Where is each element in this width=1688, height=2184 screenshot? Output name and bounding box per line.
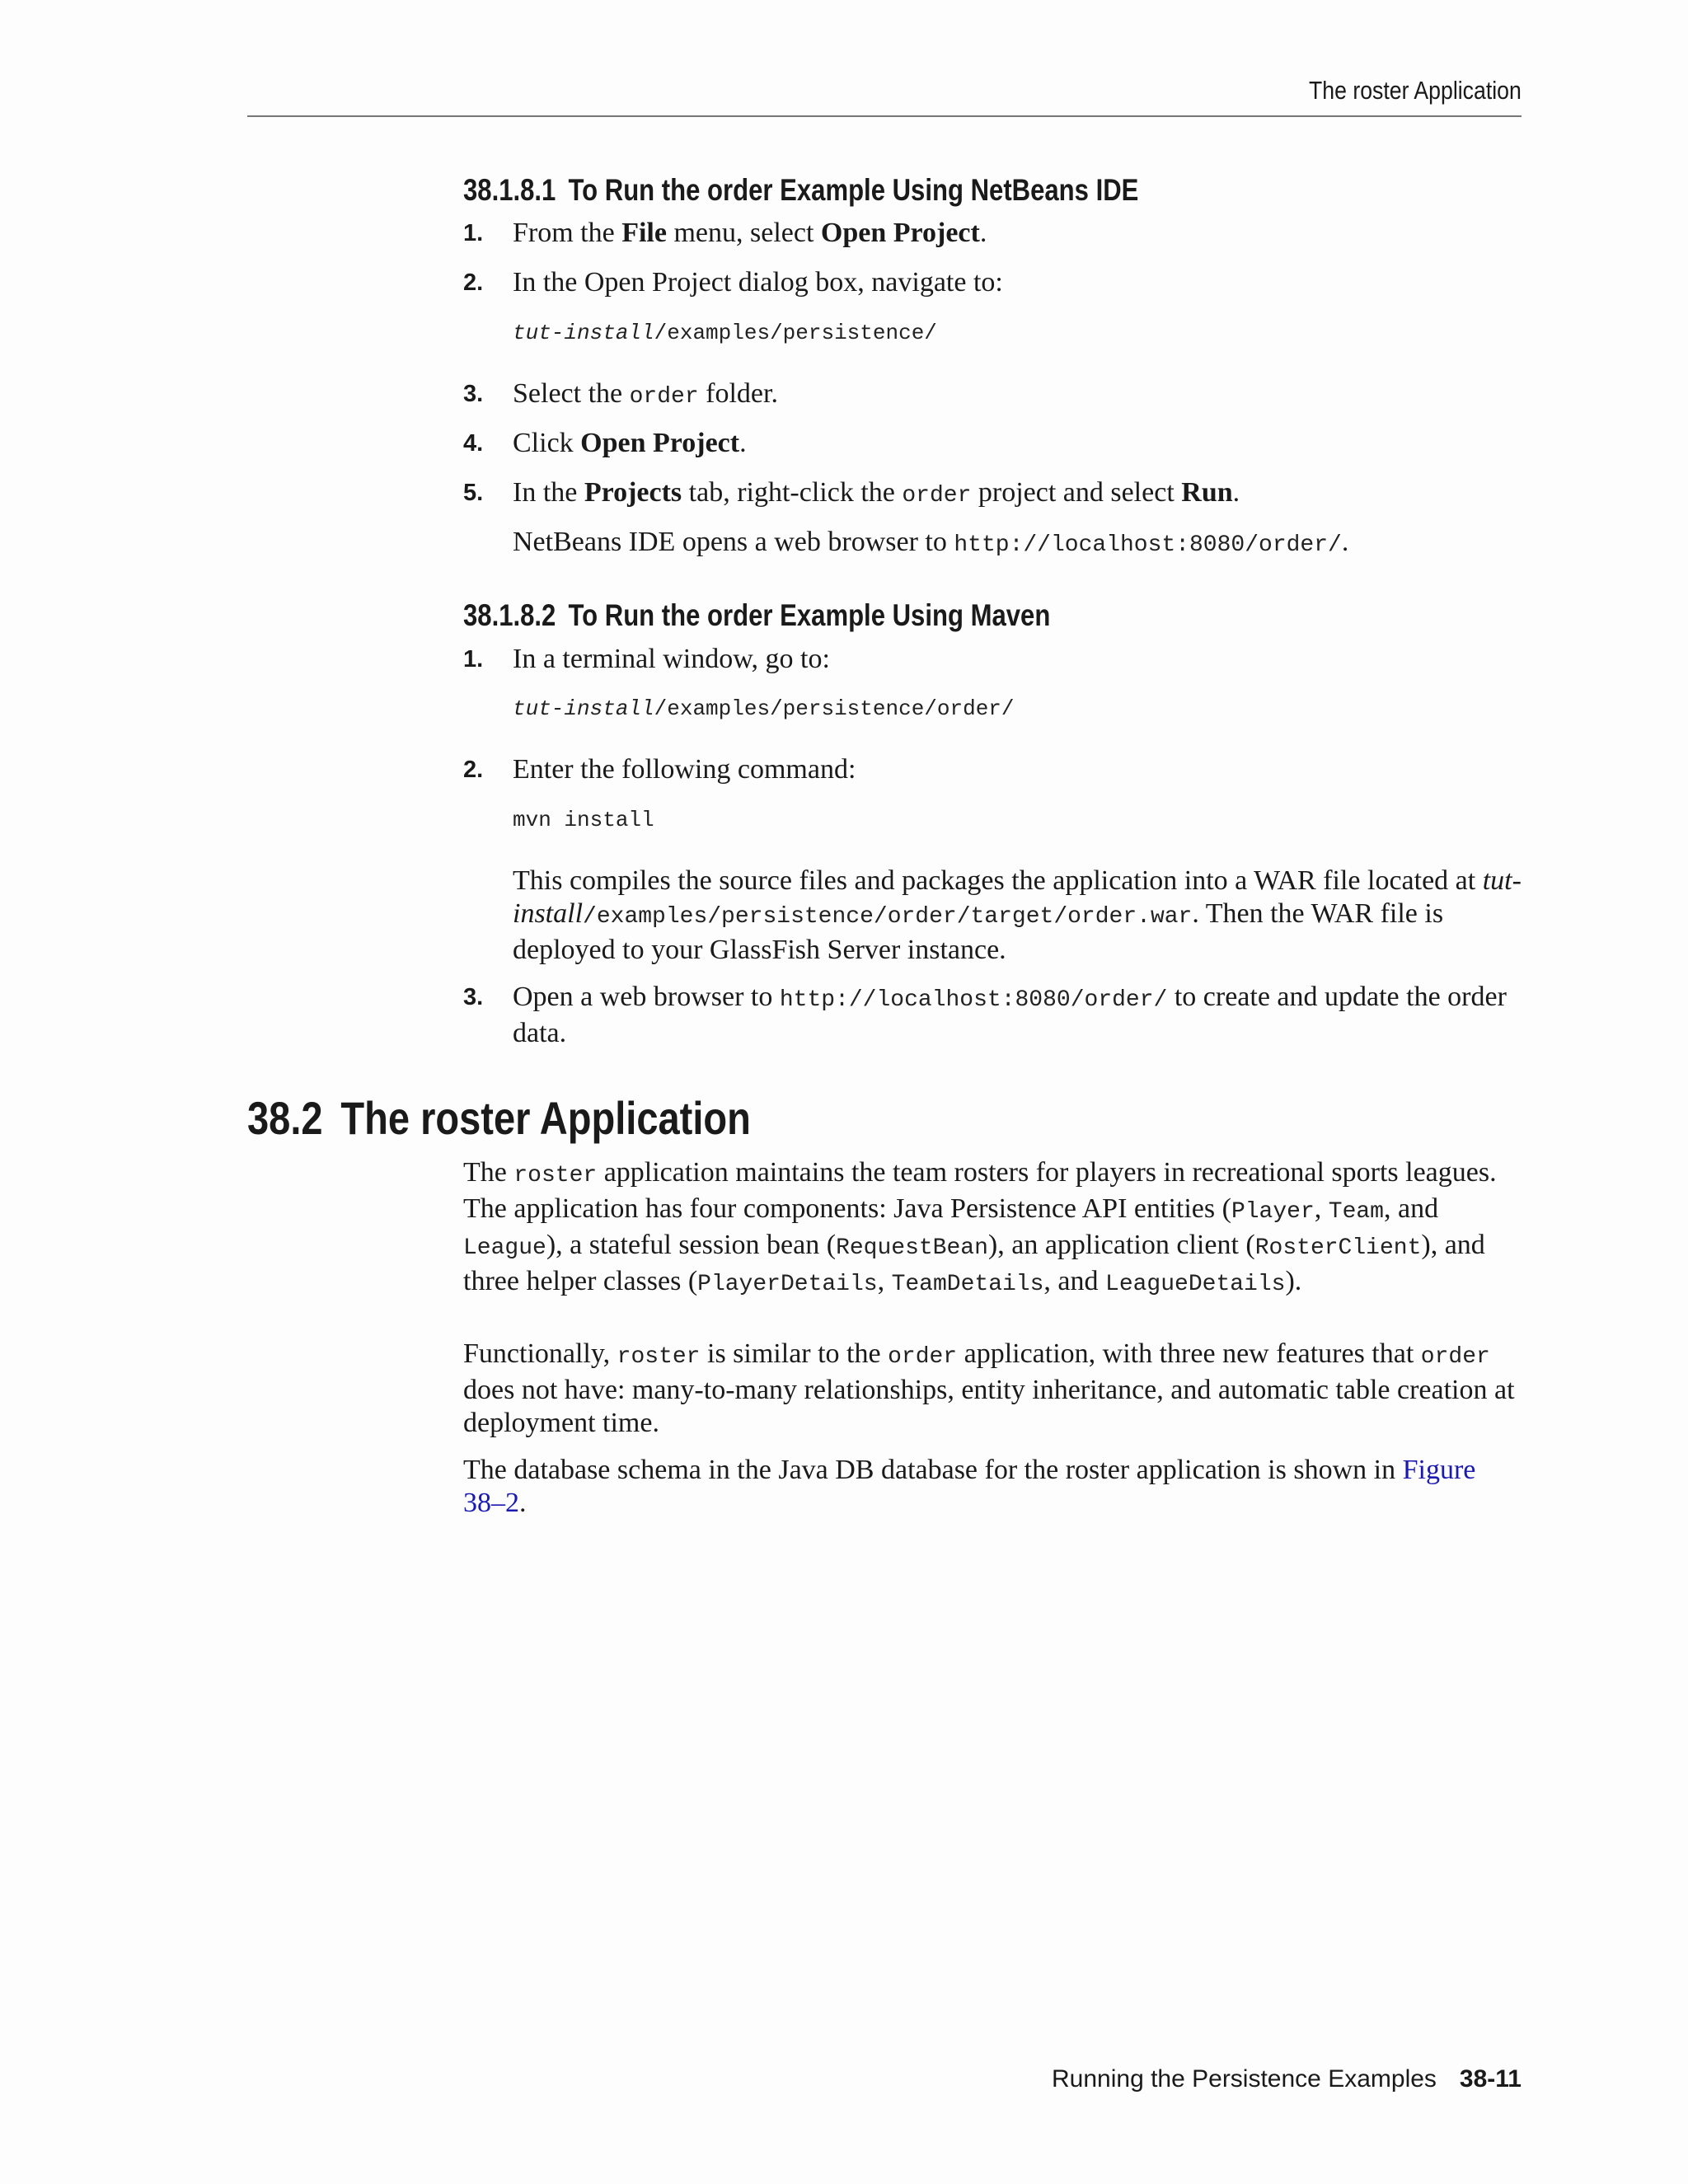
step-text: In a terminal window, go to: xyxy=(513,644,830,674)
step-text: Open a web browser to xyxy=(513,982,780,1012)
step-text: Enter the following command: xyxy=(513,754,856,785)
section-number: 38.1.8.1 xyxy=(463,173,556,207)
note-text: . xyxy=(1341,527,1349,557)
code-path xyxy=(513,320,937,346)
button-name-open-project: Open Project xyxy=(580,428,740,458)
step-text: tab, right-click the xyxy=(682,477,903,508)
menu-item-open-project: Open Project xyxy=(820,218,980,248)
list-item xyxy=(463,643,1523,676)
step-text: to create and update the order data. xyxy=(513,982,1507,1048)
path-placeholder: tut-install xyxy=(513,321,654,345)
step-text: . xyxy=(1232,477,1240,508)
inline-code: Team xyxy=(1328,1199,1384,1225)
inline-code: roster xyxy=(513,1163,598,1188)
note-text: . Then the WAR file is deployed to your GlassFish Server instance. xyxy=(513,898,1444,965)
list-item xyxy=(463,377,1523,414)
section-title: To Run the order Example Using NetBeans IDE xyxy=(568,173,1139,207)
page-number: 38-11 xyxy=(1459,2065,1522,2093)
list-item xyxy=(463,266,1523,299)
step-number: 1. xyxy=(463,646,484,673)
roster-paragraph-3: The database schema in the Java DB database for the roster application is shown in Figure 38–2. xyxy=(463,1455,1476,1518)
inline-code: order xyxy=(1420,1344,1490,1370)
header-rule xyxy=(247,115,1522,117)
roster-section-heading xyxy=(247,1091,751,1145)
list-item xyxy=(463,217,1523,250)
note-text: NetBeans IDE opens a web browser to xyxy=(513,527,954,557)
inline-code: TeamDetails xyxy=(891,1272,1044,1297)
section-number: 38.2 xyxy=(247,1092,323,1144)
menu-name-file: File xyxy=(621,218,667,248)
code-path xyxy=(513,696,1015,722)
inline-code: RequestBean xyxy=(836,1235,988,1261)
step-number: 2. xyxy=(463,269,484,296)
browser-note xyxy=(513,526,1523,562)
step-text: In the Open Project dialog box, navigate to: xyxy=(513,267,1003,298)
step-number: 4. xyxy=(463,430,484,457)
step-text: . xyxy=(979,218,987,248)
step-text: From the xyxy=(513,218,622,248)
section-title: The roster Application xyxy=(340,1092,751,1144)
step-text: Select the xyxy=(513,378,630,409)
path-placeholder: tut-install xyxy=(513,865,1522,929)
section-number: 38.1.8.2 xyxy=(463,598,556,632)
inline-url: http://localhost:8080/order/ xyxy=(954,532,1342,558)
note-text: This compiles the source files and packages the application into a WAR file located at xyxy=(513,865,1483,896)
inline-code: League xyxy=(463,1235,546,1261)
inline-code: order xyxy=(902,483,972,509)
path-placeholder: tut-install xyxy=(513,696,654,721)
inline-code: order xyxy=(888,1344,958,1370)
tab-name-projects: Projects xyxy=(584,477,682,508)
inline-code: Player xyxy=(1231,1199,1315,1225)
step-number: 3. xyxy=(463,381,484,407)
step-number: 3. xyxy=(463,984,484,1010)
inline-code: order xyxy=(629,384,699,410)
step-number: 5. xyxy=(463,480,484,506)
list-item xyxy=(463,981,1523,1050)
step-text: menu, select xyxy=(666,218,821,248)
inline-url: http://localhost:8080/order/ xyxy=(779,987,1168,1013)
step-text: In the xyxy=(513,477,584,508)
inline-code: RosterClient xyxy=(1254,1235,1422,1261)
footer-chapter-title: Running the Persistence Examples xyxy=(1052,2065,1437,2093)
figure-link[interactable]: Figure 38–2 xyxy=(463,1455,1476,1518)
step-text: Click xyxy=(513,428,581,458)
page-footer xyxy=(1052,2065,1522,2093)
inline-code: /examples/persistence/order/target/order.war xyxy=(583,904,1193,930)
step-number: 2. xyxy=(463,757,484,783)
list-item xyxy=(463,476,1523,513)
path-rest: /examples/persistence/order/ xyxy=(654,696,1015,721)
step-text: project and select xyxy=(971,477,1182,508)
section-title: To Run the order Example Using Maven xyxy=(568,598,1051,632)
compile-note xyxy=(513,865,1523,967)
list-item xyxy=(463,427,1523,460)
step-text: . xyxy=(739,428,747,458)
maven-section-heading xyxy=(463,598,1050,633)
inline-code: LeagueDetails xyxy=(1105,1272,1286,1297)
roster-paragraph-1: The roster application maintains the team rosters for players in recreational sports leagues. The application has four components: Java Persistence API entities (Player, Team, and League), a stateful session bean (RequestBean), an application client (RosterClient), and three helper classes (PlayerDetails, TeamDetails, and LeagueDetails). xyxy=(463,1157,1497,1297)
netbeans-section-heading xyxy=(463,173,1138,208)
inline-code: roster xyxy=(617,1344,701,1370)
menu-item-run: Run xyxy=(1181,477,1233,508)
step-text: folder. xyxy=(698,378,778,409)
inline-code: PlayerDetails xyxy=(697,1272,878,1297)
roster-paragraph-2: Functionally, roster is similar to the order application, with three new features that order does not have: many-to-many relationships, entity inheritance, and automatic table creation at deployment time. xyxy=(463,1338,1515,1438)
code-command: mvn install xyxy=(513,808,654,832)
path-rest: /examples/persistence/ xyxy=(654,321,937,345)
running-header: The roster Application xyxy=(1309,76,1522,105)
list-item xyxy=(463,753,1523,786)
step-number: 1. xyxy=(463,220,484,246)
